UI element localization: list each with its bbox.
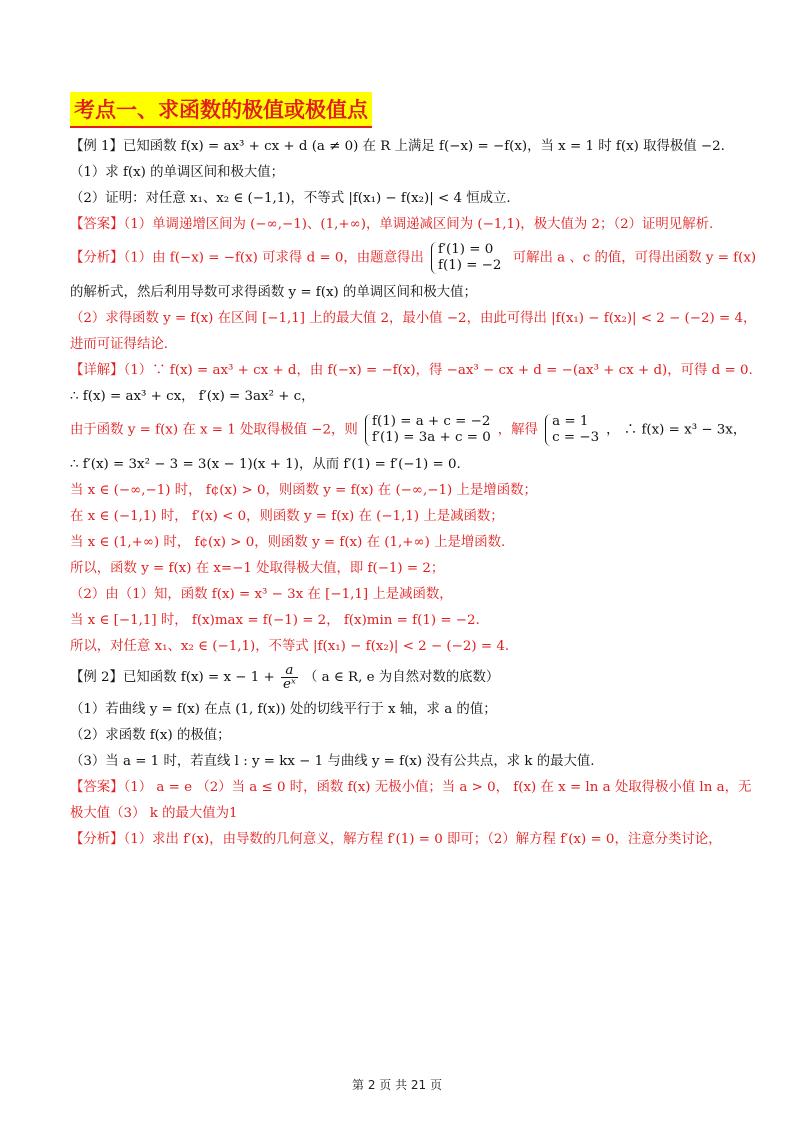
- example1-detail7: 当 x ∈ (1,+∞) 时， f¢(x) > 0，则函数 y = f(x) 在 (1,+∞) 上是增函数.: [70, 535, 506, 550]
- example1-analysis2: （2）求得函数 y = f(x) 在区间 [−1,1] 上的最大值 2，最小值 −2，由此可得出 |f(x₁) − f(x₂)| < 2 − (−2) = 4，: [70, 311, 757, 326]
- answer-tag: 【答案】: [70, 217, 124, 232]
- example1-detail2: ∴ f(x) = ax³ + cx， f′(x) = 3ax² + c，: [70, 389, 315, 404]
- detail-tag: 【详解】: [70, 363, 124, 378]
- example1-detail6: 在 x ∈ (−1,1) 时， f′(x) < 0，则函数 y = f(x) 在 (−1,1) 上是减函数；: [70, 509, 504, 524]
- example1-answer: [70, 216, 730, 234]
- fraction: [281, 664, 298, 691]
- answer-tag: 【答案】: [70, 780, 124, 795]
- section-title: 考点一、求函数的极值或极值点: [70, 92, 372, 128]
- example1-detail8: 所以，函数 y = f(x) 在 x=−1 处取得极大值，即 f(−1) = 2；: [70, 561, 445, 576]
- analysis-text-a: （1）由 f(−x) = −f(x) 可求得 d = 0，由题意得出: [123, 250, 424, 266]
- analysis-text-b: 可解出 a 、c 的值，可得出函数 y = f(x): [512, 250, 757, 266]
- answer-text: （1）单调递增区间为 (−∞,−1)、(1,+∞)，单调递减区间为 (−1,1)，极大值为 2；（2）证明见解析.: [123, 217, 714, 232]
- example1-detail4: ∴ f′(x) = 3x² − 3 = 3(x − 1)(x + 1)，从而 f′(1) = f′(−1) = 0.: [70, 457, 461, 472]
- equation-system: [431, 242, 505, 274]
- example2-stem: [70, 664, 730, 691]
- example2-question1: （1）若曲线 y = f(x) 在点 (1, f(x)) 处的切线平行于 x 轴，求 a 的值；: [70, 702, 497, 717]
- detail3-text-c: ， ∴ f(x) = x³ − 3x，: [606, 422, 747, 438]
- example2-question2: （2）求函数 f(x) 的极值；: [70, 728, 231, 743]
- solution-eq1: a = 1: [552, 414, 589, 429]
- equation-system: [365, 414, 495, 446]
- example1-question2: （2）证明：对任意 x₁、x₂ ∈ (−1,1)，不等式 |f(x₁) − f(x₂)| < 4 恒成立.: [70, 191, 511, 206]
- solution-eq2: c = −3: [552, 430, 600, 445]
- example1-detail1: [70, 362, 753, 380]
- answer-text: （1） a = e （2）当 a ≤ 0 时，函数 f(x) 无极小值；当 a > 0， f(x) 在 x = ln a 处取得极小值 ln a，无: [123, 780, 752, 795]
- analysis-tag: 【分析】: [70, 832, 124, 847]
- example1-detail10: 当 x ∈ [−1,1] 时， f(x)max = f(−1) = 2， f(x)min = f(1) = −2.: [70, 613, 480, 628]
- example2-stem-b: （ a ∈ R, e 为自然对数的底数）: [303, 670, 500, 685]
- example1-analysis1-cont: 的解析式，然后利用导数可求得函数 y = f(x) 的单调区间和极大值；: [70, 285, 477, 300]
- analysis-text: （1）求出 f′(x)，由导数的几何意义，解方程 f′(1) = 0 即可；（2）解方程 f′(x) = 0，注意分类讨论，: [123, 832, 722, 847]
- detail3-text-a: 由于函数 y = f(x) 在 x = 1 处取得极值 −2，则: [70, 422, 358, 438]
- analysis-tag: 【分析】: [70, 250, 124, 266]
- fraction-denominator: eˣ: [283, 677, 296, 692]
- system-eq2: f(1) = −2: [438, 258, 502, 273]
- example1-analysis1: [70, 242, 757, 274]
- system-eq2: f′(1) = 3a + c = 0: [372, 430, 491, 445]
- example2-stem-a: 【例 2】已知函数 f(x) = x − 1 +: [70, 670, 275, 685]
- page-body: [70, 92, 757, 857]
- example1-detail9: （2）由（1）知，函数 f(x) = x³ − 3x 在 [−1,1] 上是减函数，: [70, 587, 453, 602]
- example1-stem: 【例 1】已知函数 f(x) = ax³ + cx + d (a ≠ 0) 在 R 上满足 f(−x) = −f(x)，当 x = 1 时 f(x) 取得极值 −2.: [70, 139, 725, 154]
- page-footer: 第 2 页 共 21 页: [352, 1078, 442, 1092]
- solution-system: [545, 414, 603, 446]
- example1-detail5: 当 x ∈ (−∞,−1) 时， f¢(x) > 0，则函数 y = f(x) 在 (−∞,−1) 上是增函数；: [70, 483, 537, 498]
- example2-answer: [70, 779, 752, 797]
- example2-question3: （3）当 a = 1 时，若直线 l : y = kx − 1 与曲线 y = f(x) 没有公共点，求 k 的最大值.: [70, 754, 595, 769]
- example1-analysis2-cont: 进而可证得结论.: [70, 337, 168, 352]
- system-eq1: f′(1) = 0: [438, 242, 494, 257]
- detail3-text-b: ，解得: [497, 422, 538, 438]
- example1-detail11: 所以，对任意 x₁、x₂ ∈ (−1,1)，不等式 |f(x₁) − f(x₂)| < 2 − (−2) = 4.: [70, 639, 510, 654]
- system-eq1: f(1) = a + c = −2: [372, 414, 491, 429]
- example2-analysis: [70, 831, 730, 849]
- example1-question1: （1）求 f(x) 的单调区间和极大值；: [70, 165, 285, 180]
- detail-text: （1）∵ f(x) = ax³ + cx + d，由 f(−x) = −f(x)，得 −ax³ − cx + d = −(ax³ + cx + d)，可得 d = 0.: [123, 363, 753, 378]
- example2-answer-cont: 极大值（3） k 的最大值为1: [70, 806, 238, 821]
- fraction-numerator: a: [281, 664, 298, 678]
- example1-detail3: [70, 414, 747, 446]
